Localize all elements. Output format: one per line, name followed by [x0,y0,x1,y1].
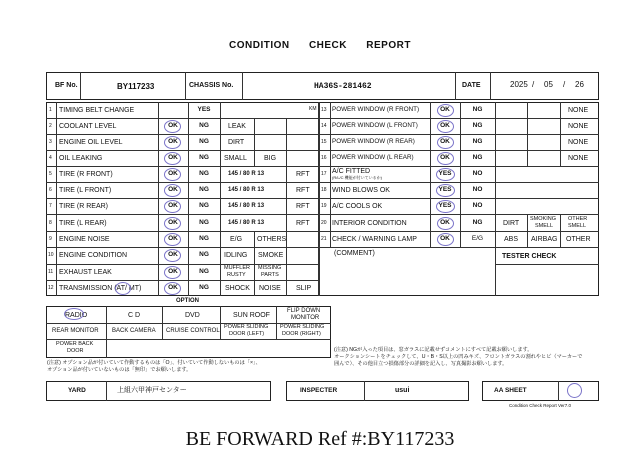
ng-option[interactable]: NG [472,154,483,161]
bf-label: BF No. [55,82,78,89]
ng-note-line2: オークションシートをチェックして、U・B・S以上の凹みキズ、フロントガラスの割れやヒビ（マーカーで [334,354,583,360]
ng-option[interactable]: NG [199,219,209,226]
yard-value: 上組六甲神戸センター [117,387,187,394]
big-option: BIG [264,155,277,162]
row-label: TIRE (R REAR) [59,203,108,210]
yes-option[interactable]: YES [438,202,452,209]
ok-mark-circle [164,200,181,213]
row-number: 6 [49,187,52,193]
option-psd-left-line2[interactable]: DOOR (LEFT) [229,331,265,337]
option-cruise-control[interactable]: CRUISE CONTROL [166,328,220,334]
row-label: COOLANT LEVEL [59,123,117,130]
rft-option: RFT [296,171,310,178]
ng-option[interactable]: NG [199,268,209,275]
tire-size: 145 / 80 R 13 [228,171,265,177]
row-label: ENGINE CONDITION [59,252,128,259]
tire-size: 145 / 80 R 13 [228,203,265,209]
option-sunroof[interactable]: SUN ROOF [233,312,270,319]
title-word-check: CHECK [308,40,347,51]
ng-option[interactable]: NG [472,106,483,113]
shock-option: SHOCK [225,285,250,292]
ok-mark-circle [164,184,181,197]
smoking-smell-line1: SMOKING [530,216,556,222]
row-label: POWER WINDOW (L FRONT) [332,122,418,129]
footer-reference: BE FORWARD Ref #:BY117233 [185,428,455,450]
ng-option[interactable]: NG [199,154,209,161]
dirt-option: DIRT [503,220,520,227]
row-label: A/C FITTED [332,168,371,175]
row-number: 3 [49,139,52,145]
option-note-line1: (注意) オプション品が付いていて作動するものは「O」、付いていて作動しないものは「×」、 [47,360,261,366]
version-label: Condition Check Report Ver7.0 [509,403,572,408]
ok-option[interactable]: OK [440,219,450,226]
report-title [0,40,640,51]
at-mark-circle [115,282,131,295]
ok-mark-circle [437,136,454,149]
slip-option: SLIP [296,285,312,292]
ok-option[interactable]: OK [440,154,450,161]
ok-option[interactable]: OK [168,235,178,242]
noise-option: NOISE [259,285,281,292]
ok-mark-circle [437,120,454,133]
row-label: TRANSMISSION (AT/ MT) [59,285,142,292]
row-number: 7 [49,203,52,209]
row-number: 16 [321,155,327,161]
yes-option[interactable]: YES [438,170,452,177]
rft-option: RFT [296,220,310,227]
inspecter-label: INSPECTER [300,387,338,394]
ok-option[interactable]: OK [168,251,178,258]
ok-option[interactable]: OK [440,106,450,113]
ok-mark-circle [437,233,454,246]
option-pbd-line1[interactable]: POWER BACK [56,341,94,347]
ok-option[interactable]: OK [168,268,178,275]
muffler-option-line1: MUFFLER [224,265,250,271]
eg-option: E/G [230,236,243,243]
ok-option[interactable]: OK [168,186,178,193]
ng-option[interactable]: NG [472,219,483,226]
aa-sheet-label: AA SHEET [494,387,527,394]
row-number: 10 [48,252,54,258]
row-label: EXHAUST LEAK [59,269,112,276]
row-label: A/C COOLS OK [332,203,383,210]
ng-option[interactable]: NG [199,284,209,291]
row-label: WIND BLOWS OK [332,187,390,194]
no-option[interactable]: NO [472,186,483,193]
title-word-report: REPORT [366,40,411,51]
ok-option[interactable]: OK [168,284,178,291]
option-psd-left-line1[interactable]: POWER SLIDING [224,324,269,330]
no-option[interactable]: NO [472,170,483,177]
ng-note-line1: (注意) NGが入った項目は、窓ガラスに記載せずコメントにすべて記載お願いします。 [334,347,533,353]
row-number: 4 [49,155,52,161]
ok-option[interactable]: OK [168,219,178,226]
date-day: 26 [575,80,584,89]
abs-option: ABS [504,236,519,243]
ng-option[interactable]: NG [472,138,483,145]
row-label: POWER WINDOW (L REAR) [332,154,414,161]
ok-mark-circle [164,233,181,246]
rft-option: RFT [296,187,310,194]
leak-option: LEAK [228,123,246,130]
option-flip-line1[interactable]: FLIP DOWN [287,308,321,314]
option-psd-right-line2[interactable]: DOOR (RIGHT) [282,331,321,337]
ng-option[interactable]: NG [199,251,209,258]
none-option: NONE [568,155,589,162]
row-number: 8 [49,220,52,226]
row-number: 18 [321,187,327,193]
row-number: 21 [321,236,327,242]
row-label: ENGINE NOISE [59,236,110,243]
row-label: OIL LEAKING [59,155,103,162]
yes-option[interactable]: YES [438,186,452,193]
row-number: 19 [321,203,327,209]
yes-mark-circle [436,200,455,213]
row-number: 5 [49,171,52,177]
row-number: 14 [321,123,327,129]
smoke-option: SMOKE [258,252,284,259]
row-number: 13 [321,107,327,113]
comment-label: (COMMENT) [334,250,375,257]
yes-mark-circle [436,184,455,197]
option-pbd-line2[interactable]: DOOR [67,348,84,354]
row-number: 12 [48,285,54,291]
ok-option[interactable]: OK [440,138,450,145]
missing-option-line2: PARTS [261,272,279,278]
missing-option-line1: MISSING [258,265,282,271]
option-title: OPTION [176,298,200,304]
yes-option[interactable]: YES [197,106,211,113]
other-option: OTHER [566,236,591,243]
row-label: ENGINE OIL LEVEL [59,139,123,146]
chassis-label: CHASSIS No. [189,82,234,89]
checklist-grid [46,102,599,296]
ok-option[interactable]: OK [168,154,178,161]
ok-mark-circle [164,152,181,165]
row-label: POWER WINDOW (R REAR) [332,138,415,145]
ng-option[interactable]: NG [199,202,209,209]
row-label: TIRE (L REAR) [59,220,107,227]
none-option: NONE [568,107,589,114]
ng-option[interactable]: NG [199,235,209,242]
row-number: 2 [49,123,52,129]
row-number: 1 [49,107,52,113]
row-number: 9 [49,236,52,242]
option-back-camera[interactable]: BACK CAMERA [112,328,156,334]
date-sep-2: / [563,80,566,89]
ok-option[interactable]: OK [168,138,178,145]
no-option[interactable]: NO [472,202,483,209]
other-smell-line2: SMELL [568,223,587,229]
row-number: 11 [48,269,54,275]
row-number: 17 [321,171,327,177]
row-label: TIRE (L FRONT) [59,187,112,194]
ok-mark-circle [164,266,181,279]
date-month: 05 [544,80,553,89]
eg-option[interactable]: E/G [471,235,484,242]
others-option: OTHERS [257,236,287,243]
ok-option[interactable]: OK [440,235,450,242]
ok-mark-circle [437,152,454,165]
radio-mark-circle [64,308,84,320]
ok-mark-circle [164,249,181,262]
km-unit: KM [309,106,317,112]
row-label: INTERIOR CONDITION [332,220,407,227]
muffler-option-line2: RUSTY [227,272,246,278]
option-rear-monitor[interactable]: REAR MONITOR [52,328,99,334]
date-sep-1: / [532,80,535,89]
yard-label: YARD [68,387,86,394]
option-cd[interactable]: C D [128,312,141,319]
none-option: NONE [568,123,589,130]
ok-mark-circle [164,136,181,149]
tester-check-label: TESTER CHECK [502,253,557,260]
row-label: CHECK / WARNING LAMP [332,236,417,243]
ng-option[interactable]: NG [199,170,209,177]
chassis-value: HA36S-281462 [314,82,372,91]
ng-note-line3: 囲んで）、その他目立つ損傷部分の詳細を記入し、写真撮影お願いします。 [334,361,508,367]
ok-mark-circle [164,168,181,181]
tire-size: 145 / 80 R 13 [228,220,265,226]
option-note-line2: オプション品が付いていないものは「無印」でお願いします。 [47,367,192,373]
other-smell-line1: OTHER [568,216,588,222]
rft-option: RFT [296,203,310,210]
smoking-smell-line2: SMELL [535,223,554,229]
row-number: 15 [321,139,327,145]
none-option: NONE [568,139,589,146]
yes-mark-circle [436,168,455,181]
ok-option[interactable]: OK [168,122,178,129]
inspecter-value: usui [395,387,410,394]
ok-mark-circle [164,120,181,133]
date-label: DATE [462,82,481,89]
date-year: 2025 [510,80,528,89]
title-word-condition: CONDITION [229,40,290,51]
row-label: TIRE (R FRONT) [59,171,113,178]
tire-size: 145 / 80 R 13 [228,187,265,193]
bf-value: BY117233 [117,82,155,91]
ok-mark-circle [164,217,181,230]
row-label: TIMING BELT CHANGE [59,107,135,114]
ok-option[interactable]: OK [168,170,178,177]
ok-option[interactable]: OK [168,202,178,209]
idling-option: IDLING [224,252,248,259]
row-label: POWER WINDOW (R FRONT) [332,106,420,113]
ok-mark-circle [164,282,181,295]
option-flip-line2[interactable]: MONITOR [291,315,320,321]
ng-option[interactable]: NG [199,138,209,145]
airbag-option: AIRBAG [531,236,558,243]
aa-sheet-circle [567,383,582,398]
ac-fitted-subnote: (R/L/C 機能が付いているか) [332,175,382,180]
ok-mark-circle [437,104,454,117]
small-option: SMALL [224,155,247,162]
row-number: 20 [321,220,327,226]
ok-option[interactable]: OK [440,122,450,129]
ng-option[interactable]: NG [472,122,483,129]
option-psd-right-line1[interactable]: POWER SLIDING [280,324,325,330]
option-dvd[interactable]: DVD [185,312,200,319]
ng-option[interactable]: NG [199,122,209,129]
dirt-option: DIRT [228,139,245,146]
option-radio[interactable]: RADIO [65,312,88,319]
ok-mark-circle [437,217,454,230]
ng-option[interactable]: NG [199,186,209,193]
